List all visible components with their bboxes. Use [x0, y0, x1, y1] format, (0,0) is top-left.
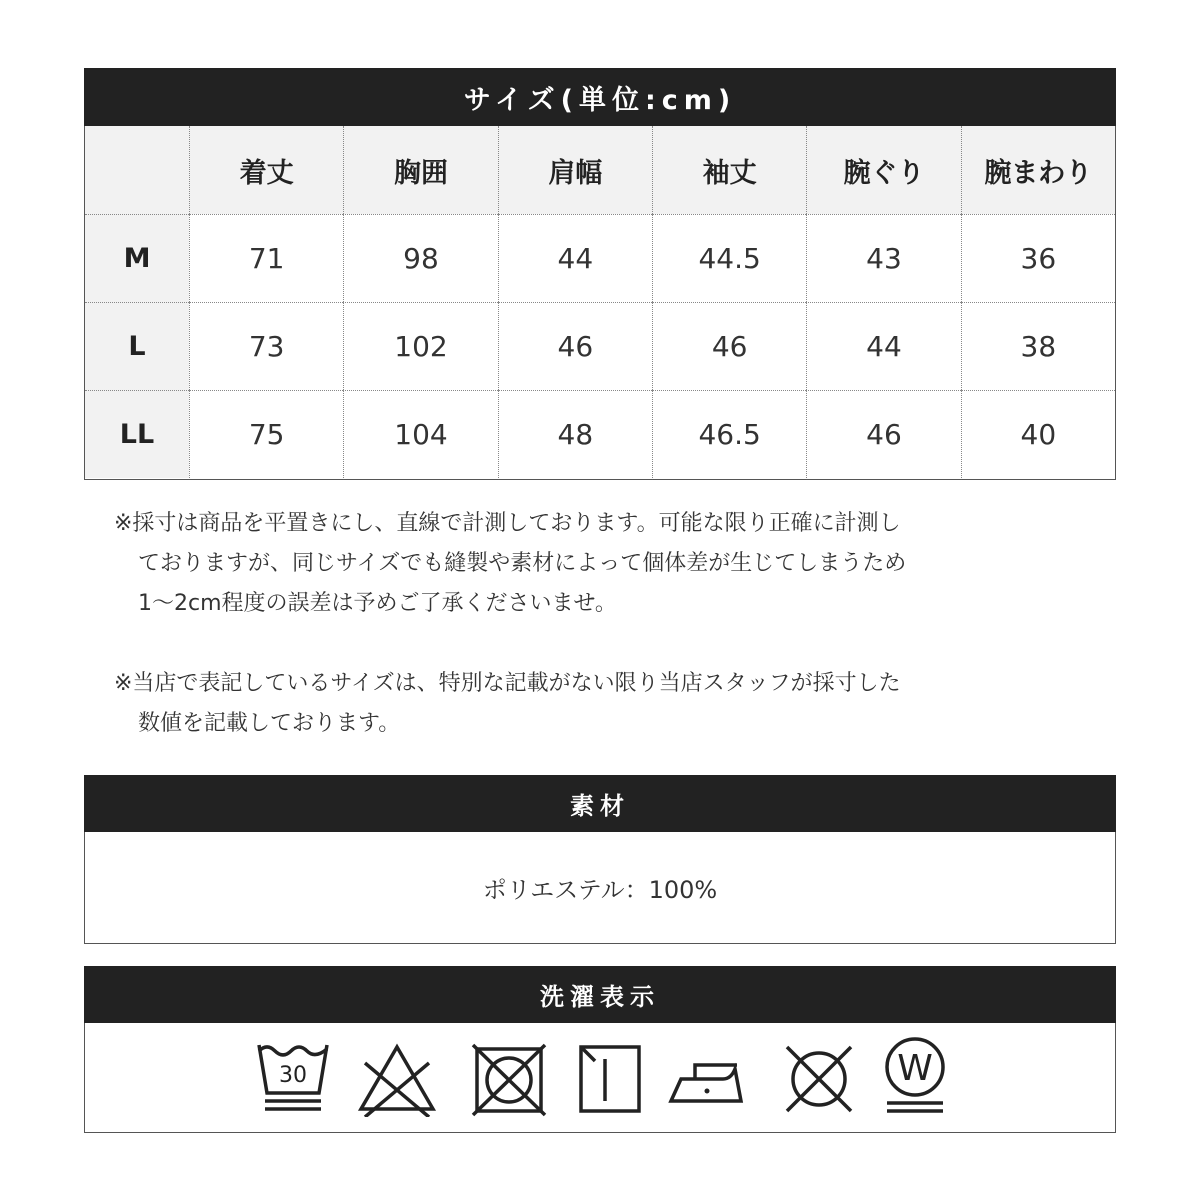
note-line: 数値を記載しております。 [138, 711, 401, 736]
table-cell: 48 [498, 390, 652, 478]
table-cell: 43 [806, 214, 960, 302]
note-line: ておりますが、同じサイズでも縫製や素材によって個体差が生じてしまうため [138, 551, 907, 576]
table-cell: 102 [343, 302, 497, 390]
table-cell: 75 [189, 390, 343, 478]
column-header-chest: 胸囲 [343, 126, 497, 214]
column-header-arm-circumference: 腕まわり [961, 126, 1115, 214]
column-header-length: 着丈 [189, 126, 343, 214]
table-cell: 104 [343, 390, 497, 478]
material-content: ポリエステル：100% [482, 876, 718, 904]
table-cell: 71 [189, 214, 343, 302]
care-symbols-box [84, 1023, 1116, 1133]
table-cell: 46 [498, 302, 652, 390]
row-header-size: LL [85, 390, 189, 478]
column-header-shoulder: 肩幅 [498, 126, 652, 214]
no-bleach-icon [357, 1041, 437, 1117]
size-table [84, 126, 1116, 480]
measurement-note [114, 504, 1014, 624]
size-section-title: サイズ(単位:cm) [84, 68, 1116, 126]
table-cell: 44 [806, 302, 960, 390]
no-tumble-dry-icon [469, 1041, 549, 1117]
table-cell: 46 [652, 302, 806, 390]
material-section-title: 素材 [84, 775, 1116, 832]
note-line: ※当店で表記しているサイズは、特別な記載がない限り当店スタッフが採寸した [114, 671, 901, 696]
table-cell: 98 [343, 214, 497, 302]
material-box [84, 832, 1116, 944]
wet-clean-label: W [897, 1048, 933, 1089]
table-cell: 40 [961, 390, 1115, 478]
table-header-corner [85, 126, 189, 214]
table-cell: 44 [498, 214, 652, 302]
no-dry-clean-icon [779, 1041, 859, 1117]
row-header-size: M [85, 214, 189, 302]
table-cell: 36 [961, 214, 1115, 302]
table-cell: 44.5 [652, 214, 806, 302]
table-cell: 73 [189, 302, 343, 390]
size-notation-note [114, 664, 1014, 744]
table-cell: 46.5 [652, 390, 806, 478]
wash-temperature-label: 30 [279, 1063, 307, 1088]
table-cell: 38 [961, 302, 1115, 390]
care-section-title: 洗濯表示 [84, 966, 1116, 1023]
note-line: 1～2cm程度の誤差は予めご了承くださいませ。 [138, 591, 617, 616]
column-header-armhole: 腕ぐり [806, 126, 960, 214]
iron-low-icon [665, 1041, 745, 1117]
wet-clean-gentle-icon [875, 1035, 955, 1119]
line-dry-shade-icon [575, 1041, 655, 1117]
note-line: ※採寸は商品を平置きにし、直線で計測しております。可能な限り正確に計測し [114, 511, 901, 536]
column-header-sleeve: 袖丈 [652, 126, 806, 214]
row-header-size: L [85, 302, 189, 390]
wash-30-gentle-icon [253, 1041, 333, 1117]
table-cell: 46 [806, 390, 960, 478]
